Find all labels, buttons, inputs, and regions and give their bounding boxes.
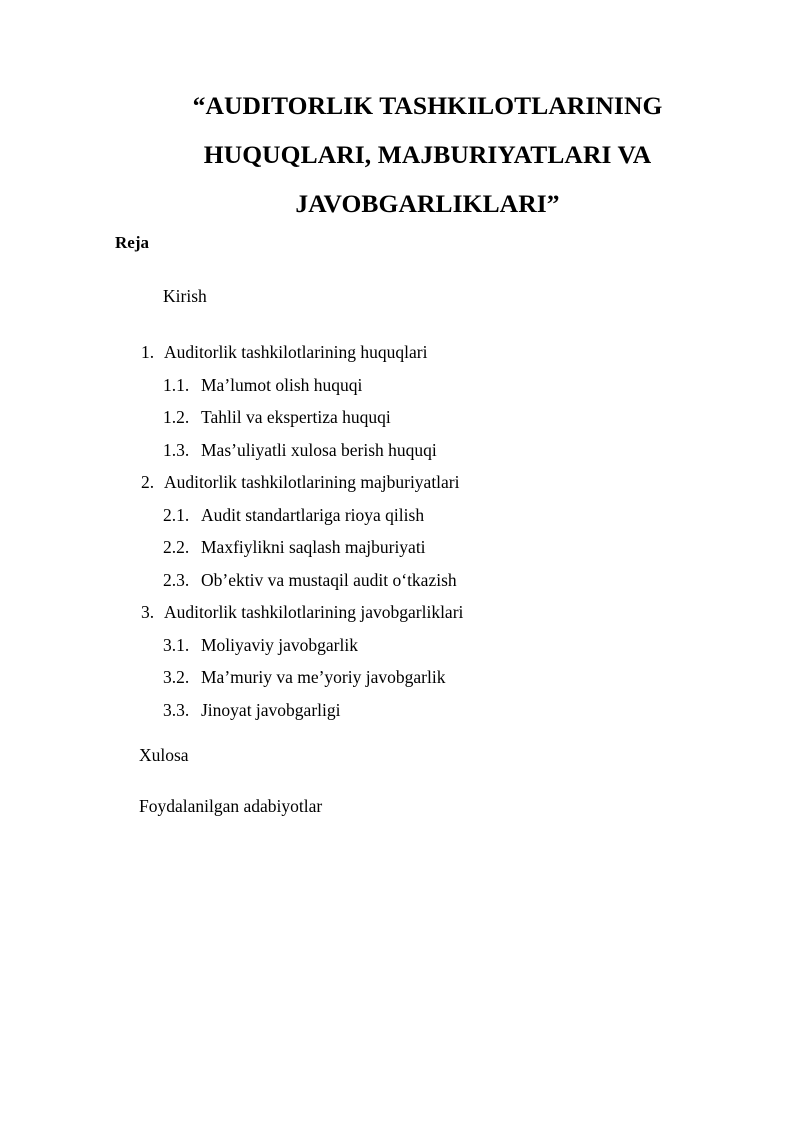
outline-item-marker: 2.2. <box>163 537 190 557</box>
outline-item-marker: 3.2. <box>163 667 190 687</box>
outline-item-label: Audit standartlariga rioya qilish <box>201 504 425 525</box>
outline-item <box>0 596 800 629</box>
outline-item <box>0 369 800 402</box>
outline-item-label: Maxfiylikni saqlash majburiyati <box>201 537 426 557</box>
outline-item <box>0 499 800 532</box>
outline-item-marker: 2. <box>141 472 155 492</box>
outline-item-marker: 2.1. <box>163 504 190 525</box>
outline-item-marker: 2.3. <box>163 569 190 590</box>
outline-item-label: Ma’lumot olish huquqi <box>201 374 363 395</box>
outline-item-marker: 1.3. <box>163 439 190 460</box>
outline-item <box>0 434 800 467</box>
page-title-line-3: JAVOBGARLIKLARI” <box>295 189 560 219</box>
outline-item-label: Mas’uliyatli xulosa berish huquqi <box>201 439 437 460</box>
outline-item-marker: 1.1. <box>163 374 190 395</box>
outline-item-label: Ob’ektiv va mustaqil audit oʻtkazish <box>201 569 457 590</box>
outline-item-label: Moliyaviy javobgarlik <box>201 634 358 655</box>
outline-item-label: Tahlil va ekspertiza huquqi <box>201 407 391 427</box>
outline-item-marker: 3. <box>141 602 155 622</box>
outline-item-label: Ma’muriy va me’yoriy javobgarlik <box>201 667 446 687</box>
outline-item-marker: 1.2. <box>163 407 190 427</box>
outline-item <box>0 629 800 662</box>
outline-item <box>0 531 800 564</box>
conclusion-label: Xulosa <box>139 745 189 765</box>
outline-item-label: Auditorlik tashkilotlarining majburiyatlari <box>164 472 460 492</box>
plan-heading: Reja <box>115 233 149 252</box>
outline-item <box>0 661 800 694</box>
outline-list <box>0 336 800 726</box>
intro-label: Kirish <box>163 286 207 306</box>
outline-item-marker: 3.1. <box>163 634 190 655</box>
outline-item-marker: 3.3. <box>163 699 190 720</box>
outline-item-label: Auditorlik tashkilotlarining javobgarliklari <box>164 602 464 622</box>
outline-item-label: Auditorlik tashkilotlarining huquqlari <box>164 342 428 362</box>
outline-item <box>0 564 800 597</box>
outline-item <box>0 336 800 369</box>
outline-item-label: Jinoyat javobgarligi <box>201 699 341 720</box>
outline-item <box>0 466 800 499</box>
references-label: Foydalanilgan adabiyotlar <box>139 796 323 816</box>
outline-item <box>0 694 800 727</box>
page-title-line-1: “AUDITORLIK TASHKILOTLARINING <box>192 91 663 121</box>
page-title-line-2: HUQUQLARI, MAJBURIYATLARI VA <box>203 140 652 170</box>
outline-item-marker: 1. <box>141 342 155 362</box>
outline-item <box>0 401 800 434</box>
page-title <box>115 81 740 228</box>
